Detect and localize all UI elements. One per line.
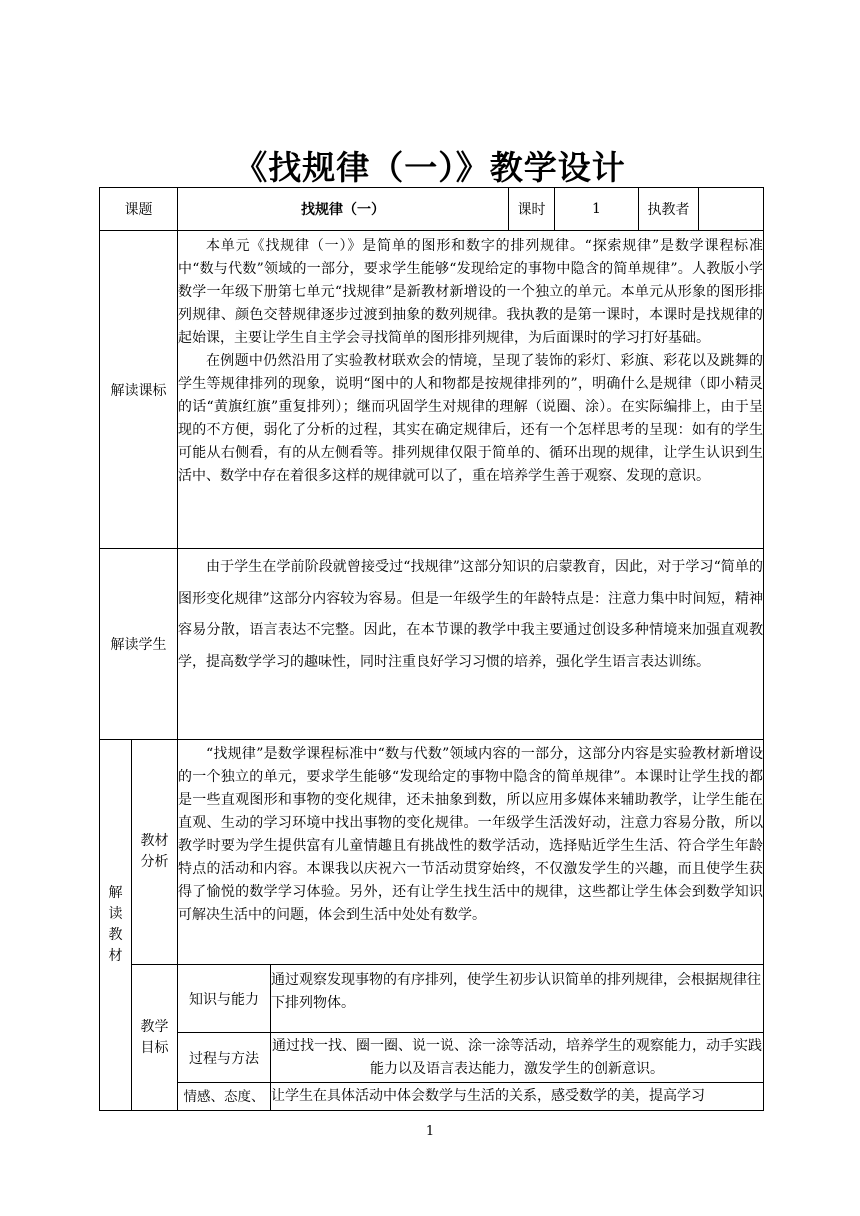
analysis-label-line-1: 教材 — [140, 833, 169, 849]
textbook-label-char-2: 读 — [108, 906, 123, 922]
goal-text-process: 通过找一找、圈一圈、说一说、涂一涂等活动，培养学生的观察能力，动手实践能力以及语言表达能力，激发学生的创新意识。 — [271, 1033, 764, 1083]
goals-label-line-2: 目标 — [140, 1039, 169, 1056]
topic-value: 找规律（一） — [178, 188, 509, 231]
analysis-label — [132, 740, 178, 965]
hours-value: 1 — [555, 188, 639, 231]
textbook-analysis-row — [100, 740, 764, 965]
curriculum-content — [178, 231, 764, 549]
page-number: 1 — [425, 1124, 435, 1139]
analysis-paragraph: “找规律”是数学课程标准中“数与代数”领域内容的一部分，这部分内容是实验教材新增设的一个独立的单元，要求学生能够“发现给定的事物中隐含的简单规律”。本课时让学生找的都是一些直观图形和事物的变化规律，还未抽象到数，所以应用多媒体来辅助教学，让学生能在直观、生动的学习环境中找出事物的变化规律。一年级学生活泼好动，注意力容易分散，所以教学时要为学生提供富有儿童情趣且有挑战性的数学活动，选择贴近学生生活、符合学生年龄特点的活动和内容。本课我以庆祝六一节活动贯穿始终，不仅激发学生的兴趣，而且使学生获得了愉悦的数学学习体验。另外，还有让学生找生活中的规律，这些都让学生体会到数学知识可解决生活中的问题，体会到生活中处处有数学。 — [178, 746, 763, 923]
goals-label-line-1: 教学 — [140, 1018, 169, 1035]
goal-text-emotion: 让学生在具体活动中体会数学与生活的关系，感受数学的美，提高学习 — [271, 1083, 764, 1111]
students-content — [178, 549, 764, 740]
textbook-label-char-1: 解 — [108, 885, 123, 901]
analysis-content — [178, 740, 764, 965]
students-label: 解读学生 — [100, 549, 178, 740]
hours-label: 课时 — [509, 188, 555, 231]
textbook-label-char-3: 教 — [108, 927, 123, 943]
curriculum-paragraph-2: 在例题中仍然沿用了实验教材联欢会的情境，呈现了装饰的彩灯、彩旗、彩花以及跳舞的学生等规律排列的现象，说明“图中的人和物都是按规律排列的”，明确什么是规律（即小精灵的话“黄旗红旗”重复排列）；继而巩固学生对规律的理解（说圈、涂）。在实际编排上，由于呈现的不方便，弱化了分析的过程，其实在确定规律后，还有一个怎样思考的呈现：如有的学生可能从右侧看，有的从左侧看等。排列规律仅限于简单的、循环出现的规律，让学生认识到生活中、数学中存在着很多这样的规律就可以了，重在培养学生善于观察、发现的意识。 — [178, 353, 763, 484]
page-title: 《找规律（一）》教学设计 — [234, 148, 626, 187]
teacher-label: 执教者 — [639, 188, 699, 231]
goal-label-emotion: 情感、态度、 — [178, 1083, 271, 1111]
students-paragraph: 由于学生在学前阶段就曾接受过“找规律”这部分知识的启蒙教育，因此，对于学习“简单的图形变化规律”这部分内容较为容易。但是一年级学生的年龄特点是：注意力集中时间短，精神容易分散，语言表达不完整。因此，在本节课的教学中我主要通过创设多种情境来加强直观教学，提高数学学习的趣味性，同时注重良好学习习惯的培养，强化学生语言表达训练。 — [178, 559, 763, 670]
textbook-label-char-4: 材 — [108, 948, 123, 964]
lesson-plan-table — [99, 187, 764, 1111]
curriculum-label: 解读课标 — [100, 231, 178, 549]
goal-text-knowledge: 通过观察发现事物的有序排列，使学生初步认识简单的排列规律，会根据规律往下排列物体。 — [271, 965, 764, 1033]
header-row — [100, 188, 764, 231]
goal-label-knowledge: 知识与能力 — [178, 965, 271, 1033]
textbook-label — [100, 740, 132, 1111]
teacher-value — [699, 188, 764, 231]
goal-label-process: 过程与方法 — [178, 1033, 271, 1083]
goal-row-emotion — [100, 1083, 764, 1111]
students-row — [100, 549, 764, 740]
curriculum-paragraph-1: 本单元《找规律（一）》是简单的图形和数字的排列规律。“探索规律”是数学课程标准中“数与代数”领域的一部分，要求学生能够“发现给定的事物中隐含的简单规律”。人教版小学数学一年级下册第七单元“找规律”是新教材新增设的一个独立的单元。本单元从形象的图形排列规律、颜色交替规律逐步过渡到抽象的数列规律。我执教的是第一课时，本课时是找规律的起始课，主要让学生自主学会寻找简单的图形排列规律，为后面课时的学习打好基础。 — [178, 238, 763, 346]
goal-row-knowledge — [100, 965, 764, 1033]
topic-label: 课题 — [100, 188, 178, 231]
goals-label — [132, 965, 178, 1111]
analysis-label-line-2: 分析 — [140, 854, 169, 870]
curriculum-row — [100, 231, 764, 549]
goal-row-process — [100, 1033, 764, 1083]
